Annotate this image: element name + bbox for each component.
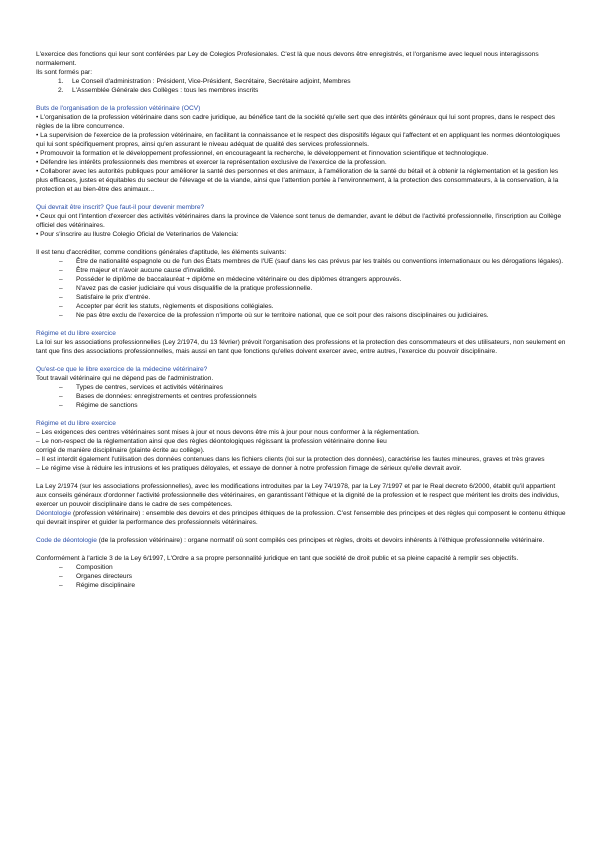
section-heading-inscrit: Qui devrait être inscrit? Que faut-il pour devenir membre? xyxy=(36,204,205,211)
section-heading-regime: Régime et du libre exercice xyxy=(36,330,116,337)
intro-list-item xyxy=(36,77,566,86)
ordre-item-text: Organes directeurs xyxy=(76,573,133,580)
condition-item: – Être majeur et n'avoir aucune cause d'invalidité. xyxy=(59,267,216,274)
section-heading-libre: Qu'est-ce que le libre exercice de la médecine vétérinaire? xyxy=(36,366,208,373)
buts-bullet: • Collaborer avec les autorités publiques pour améliorer la santé des personnes et des animaux, à l'amélioration de la santé du bétail et à obtenir la réglementation et la gestion les plus efficaces, justes et équitables du secteur de l'élevage et de la viande, ainsi que l'attention portée à l'environnement, à la protection des consommateurs, à la conservation, à la protection et au bien-être des animaux... xyxy=(36,168,559,193)
list-number: 2. xyxy=(58,87,64,94)
regime2-line: – Il est interdit également l'utilisation des données contenues dans les fichiers clients (loi sur la protection des données), caractérise les fautes mineures, graves et très graves xyxy=(36,456,545,463)
code-label: Code de déontologie xyxy=(36,537,97,544)
regime-paragraph: La loi sur les associations professionnelles (Ley 2/1974, du 13 février) prévoit l'organisation des professions et la protection des consommateurs et des utilisateurs, non seulement en tant que fins des associations professionnelles, mais aussi en tant que fonctions qu'elles doivent exercer avec, entre autres, l'exercice du pouvoir disciplinaire. xyxy=(36,339,566,355)
libre-item-text: Types de centres, services et activités vétérinaires xyxy=(76,384,223,391)
condition-text: Posséder le diplôme de baccalauréat + diplôme en médecine vétérinaire ou des diplômes étrangers approuvés. xyxy=(76,276,402,283)
libre-item: – Bases de données: enregistrements et centres professionnels xyxy=(59,393,257,400)
section-heading-buts: Buts de l'organisation de la profession vétérinaire (OCV) xyxy=(36,105,201,112)
document-page xyxy=(36,50,566,590)
ordre-item-text: Composition xyxy=(76,564,113,571)
conditions-intro: Il est tenu d'accréditer, comme conditions générales d'aptitude, les éléments suivants: xyxy=(36,249,287,256)
condition-text: N'avez pas de casier judiciaire qui vous disqualifie de la pratique professionnelle. xyxy=(76,285,313,292)
deontologie-label: Déontologie xyxy=(36,510,72,517)
list-item-text: L'Assemblée Générale des Collèges : tous les membres inscrits xyxy=(72,87,259,94)
condition-item: – Être de nationalité espagnole ou de l'un des États membres de l'UE (sauf dans les cas prévus par les traités ou conventions internationaux ou les dérogations légales). xyxy=(59,258,564,265)
libre-list xyxy=(36,383,566,410)
regime2-line: – Le régime vise à réduire les intrusions et les pratiques déloyales, et essaye de donner à notre profession l'image de sérieux qu'elle devrait avoir. xyxy=(36,465,462,472)
condition-text: Ne pas être exclu de l'exercice de la profession n'importe où sur le territoire national, que ce soit pour des raisons disciplinaires ou judiciaires. xyxy=(76,312,489,319)
intro-paragraph: L'exercice des fonctions qui leur sont conférées par Ley de Colegios Profesionales. C'est là que nous devons être enregistrés, et l'organisme avec lequel nous interagissons normalement. xyxy=(36,51,539,67)
ley-paragraph: La Ley 2/1974 (sur les associations professionnelles), avec les modifications introduites par la Ley 74/1978, par la Ley 7/1997 et par le Real decreto 6/2000, établit qu'il appartient aux conseils généraux d'ordonner l'activité professionnelle des vétérinaires, en garantissant l'éthique et la dignité de la profession et le respect que méritent les droits des individus, exercer un pouvoir disciplinaire dans le cadre de ses compétences. xyxy=(36,483,560,508)
buts-bullet: • Défendre les intérêts professionnels des membres et exercer la représentation exclusive de l'exercice de la profession. xyxy=(36,159,387,166)
libre-item: – Régime de sanctions xyxy=(59,402,138,409)
buts-bullet: • L'organisation de la profession vétérinaire dans son cadre juridique, au bénéfice tant de la société qu'elle sert que des intérêts généraux qui lui sont propres, dans le respect des règles de la libre concurrence. xyxy=(36,114,556,130)
intro-list-item xyxy=(36,86,566,95)
libre-item-text: Bases de données: enregistrements et centres professionnels xyxy=(76,393,257,400)
condition-item: – Satisfaire le prix d'entrée. xyxy=(59,294,151,301)
condition-text: Accepter par écrit les statuts, règlements et dispositions collégiales. xyxy=(76,303,274,310)
buts-bullet: • Promouvoir la formation et le développement professionnel, en encourageant la recherche, le développement et l'innovation scientifique et technologique. xyxy=(36,150,489,157)
code-paragraph xyxy=(36,536,566,545)
conditions-list xyxy=(36,257,566,320)
intro-list xyxy=(36,77,566,95)
regime2-line: – Le non-respect de la réglementation ainsi que des règles déontologiques régissant la profession vétérinaire donne lieu xyxy=(36,438,387,445)
intro-formed-by: Ils sont formés par: xyxy=(36,69,93,76)
inscrit-bullet: • Pour s'inscrire au Ilustre Colegio Oficial de Veterinarios de Valencia: xyxy=(36,231,239,238)
libre-paragraph: Tout travail vétérinaire qui ne dépend pas de l'administration. xyxy=(36,375,214,382)
ordre-item: – Organes directeurs xyxy=(59,573,133,580)
condition-item: – Ne pas être exclu de l'exercice de la profession n'importe où sur le territoire national, que ce soit pour des raisons disciplinaires ou judiciaires. xyxy=(59,312,489,319)
ordre-item-text: Régime disciplinaire xyxy=(76,582,136,589)
condition-item: – Posséder le diplôme de baccalauréat + diplôme en médecine vétérinaire ou des diplômes étrangers approuvés. xyxy=(59,276,402,283)
condition-item: – Accepter par écrit les statuts, règlements et dispositions collégiales. xyxy=(59,303,274,310)
deontologie-paragraph xyxy=(36,509,566,527)
section-heading-regime-2: Régime et du libre exercice xyxy=(36,420,116,427)
condition-item: – N'avez pas de casier judiciaire qui vous disqualifie de la pratique professionnelle. xyxy=(59,285,313,292)
regime2-line: – Les exigences des centres vétérinaires sont mises à jour et nous devons être mis à jour pour nous conformer à la réglementation. xyxy=(36,429,420,436)
condition-text: Être de nationalité espagnole ou de l'un des États membres de l'UE (sauf dans les cas prévus par les traités ou conventions internationaux ou les dérogations légales). xyxy=(76,258,564,265)
list-number: 1. xyxy=(58,78,64,85)
code-text: (de la profession vétérinaire) : organe normatif où sont compilés ces principes et règles, droits et devoirs inhérents à l'éthique professionnelle vétérinaire. xyxy=(96,537,545,544)
regime2-line: corrigé de manière disciplinaire (plainte écrite au collège). xyxy=(36,447,205,454)
ordre-list xyxy=(36,563,566,590)
ordre-paragraph: Conformément à l'article 3 de la Ley 6/1997, L'Ordre a sa propre personnalité juridique en tant que société de droit public et sa pleine capacité à remplir ses objectifs. xyxy=(36,555,519,562)
libre-item: – Types de centres, services et activités vétérinaires xyxy=(59,384,223,391)
condition-text: Satisfaire le prix d'entrée. xyxy=(76,294,151,301)
condition-text: Être majeur et n'avoir aucune cause d'invalidité. xyxy=(76,267,216,274)
list-item-text: Le Conseil d'administration : Président, Vice-Président, Secrétaire, Secrétaire adjoint, Membres xyxy=(72,78,351,85)
inscrit-bullet: • Ceux qui ont l'intention d'exercer des activités vétérinaires dans la province de Valence sont tenus de demander, avant le début de l'activité professionnelle, l'inscription au Collège officiel des vétérinaires. xyxy=(36,213,562,229)
ordre-item: – Régime disciplinaire xyxy=(59,582,136,589)
deontologie-text: (profession vétérinaire) : ensemble des devoirs et des principes éthiques de la profession. C'est l'ensemble des principes et des règles qui composent le contenu éthique qui devrait inspirer et guider la performance des professionnels vétérinaires. xyxy=(36,510,566,526)
ordre-item: – Composition xyxy=(59,564,113,571)
buts-bullet: • La supervision de l'exercice de la profession vétérinaire, en facilitant la connaissance et le respect des dispositifs légaux qui l'affectent et en appliquant les normes déontologiques qui lui sont spécifiquement propres, ainsi qu'en assurant le niveau adéquat de qualité des services professionnels. xyxy=(36,132,561,148)
libre-item-text: Régime de sanctions xyxy=(76,402,138,409)
